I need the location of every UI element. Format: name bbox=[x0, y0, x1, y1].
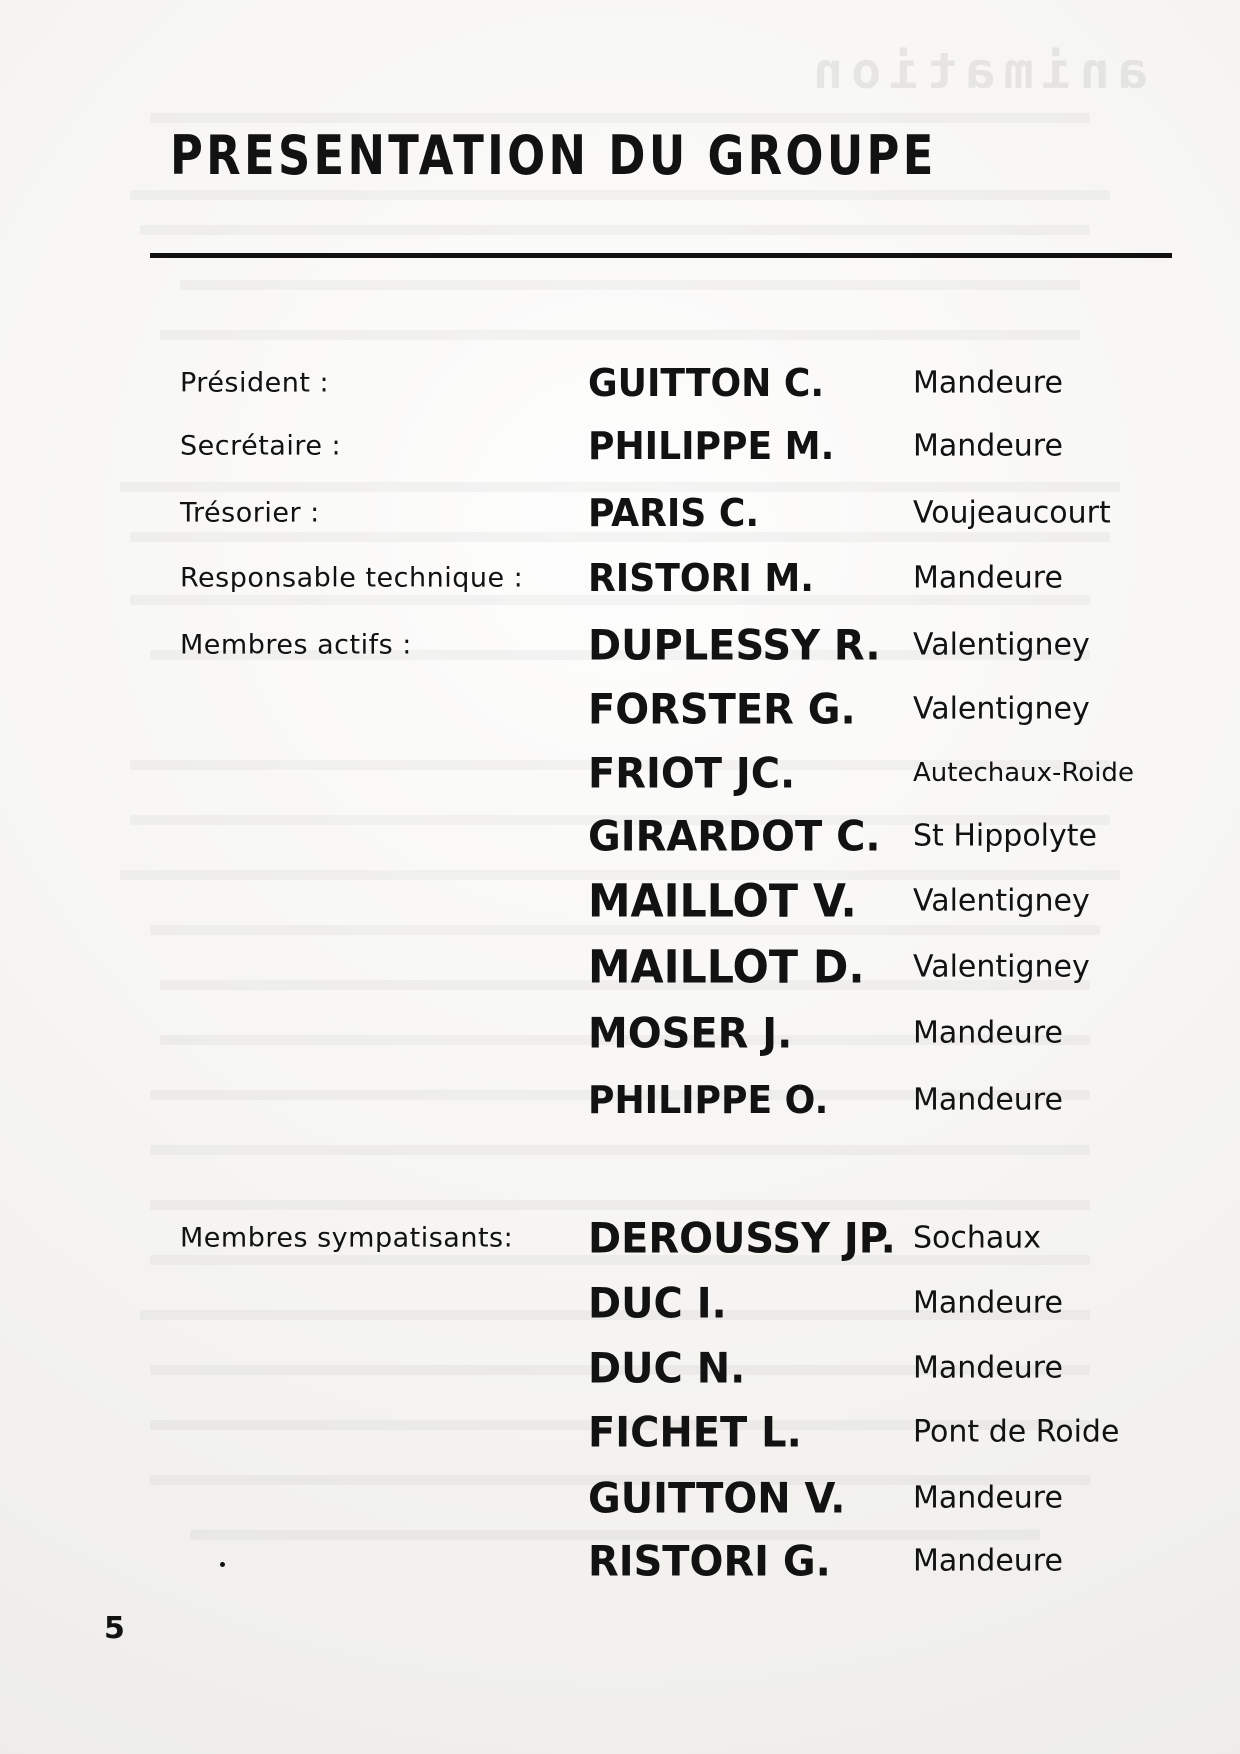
member-row-actif-7 bbox=[150, 1005, 1150, 1061]
member-row-actif-8 bbox=[150, 1072, 1150, 1128]
member-row-tresorier bbox=[150, 485, 1150, 541]
member-city: Valentigney bbox=[913, 691, 1090, 727]
member-name: PARIS C. bbox=[588, 491, 760, 535]
member-name: MAILLOT V. bbox=[588, 874, 857, 928]
member-city: Valentigney bbox=[913, 883, 1090, 919]
member-city: Mandeure bbox=[913, 365, 1063, 401]
member-name: GUITTON C. bbox=[588, 361, 825, 405]
member-name: DUC N. bbox=[588, 1343, 746, 1393]
member-row-sympatisant-1 bbox=[150, 1210, 1150, 1266]
member-row-responsable-technique bbox=[150, 550, 1150, 606]
member-city: Mandeure bbox=[913, 1082, 1063, 1118]
reverse-watermark-title: animation bbox=[805, 42, 1148, 100]
member-row-actif-3 bbox=[150, 745, 1150, 801]
title-rule bbox=[150, 253, 1172, 258]
member-name: MAILLOT D. bbox=[588, 940, 865, 994]
member-row-actif-5 bbox=[150, 873, 1150, 929]
member-row-sympatisant-3 bbox=[150, 1340, 1150, 1396]
member-city: Mandeure bbox=[913, 1015, 1063, 1051]
page-number: 5 bbox=[104, 1611, 125, 1646]
member-name: MOSER J. bbox=[588, 1008, 793, 1058]
member-name: PHILIPPE O. bbox=[588, 1078, 829, 1122]
role-label: Secrétaire : bbox=[180, 430, 342, 462]
member-city: Valentigney bbox=[913, 627, 1090, 663]
member-row-actif-2 bbox=[150, 681, 1150, 737]
member-city: Mandeure bbox=[913, 428, 1063, 464]
member-name: FRIOT JC. bbox=[588, 748, 796, 798]
member-city: Mandeure bbox=[913, 1285, 1063, 1321]
page-title: PRESENTATION DU GROUPE bbox=[170, 124, 937, 187]
member-name: DEROUSSY JP. bbox=[588, 1213, 896, 1263]
member-city: Autechaux-Roide bbox=[913, 758, 1134, 788]
member-name: GIRARDOT C. bbox=[588, 811, 881, 861]
member-city: Valentigney bbox=[913, 949, 1090, 985]
role-label: Membres actifs : bbox=[180, 629, 412, 661]
role-label: Trésorier : bbox=[180, 497, 320, 529]
member-city: Mandeure bbox=[913, 1350, 1063, 1386]
member-row-sympatisant-5 bbox=[150, 1470, 1150, 1526]
member-city: Pont de Roide bbox=[913, 1414, 1120, 1450]
member-city: Sochaux bbox=[913, 1220, 1042, 1256]
member-row-actif-1 bbox=[150, 617, 1150, 673]
member-name: FORSTER G. bbox=[588, 684, 856, 734]
member-row-president bbox=[150, 355, 1150, 411]
role-label: Président : bbox=[180, 367, 330, 399]
member-city: Voujeaucourt bbox=[913, 495, 1111, 531]
member-name: FICHET L. bbox=[588, 1407, 802, 1457]
member-name: RISTORI M. bbox=[588, 556, 814, 600]
role-label: Membres sympatisants: bbox=[180, 1222, 514, 1254]
member-row-sympatisant-4 bbox=[150, 1404, 1150, 1460]
member-city: Mandeure bbox=[913, 1543, 1063, 1579]
member-name: DUPLESSY R. bbox=[588, 620, 881, 670]
member-city: Mandeure bbox=[913, 560, 1063, 596]
role-label: Responsable technique : bbox=[180, 562, 524, 594]
member-name: RISTORI G. bbox=[588, 1536, 831, 1586]
stray-dot bbox=[220, 1562, 225, 1567]
member-row-actif-4 bbox=[150, 808, 1150, 864]
member-row-sympatisant-2 bbox=[150, 1275, 1150, 1331]
member-row-secretaire bbox=[150, 418, 1150, 474]
member-row-actif-6 bbox=[150, 939, 1150, 995]
member-name: DUC I. bbox=[588, 1278, 727, 1328]
member-row-sympatisant-6 bbox=[150, 1533, 1150, 1589]
member-city: St Hippolyte bbox=[913, 818, 1097, 854]
member-city: Mandeure bbox=[913, 1480, 1063, 1516]
member-name: PHILIPPE M. bbox=[588, 424, 835, 468]
member-name: GUITTON V. bbox=[588, 1473, 846, 1523]
